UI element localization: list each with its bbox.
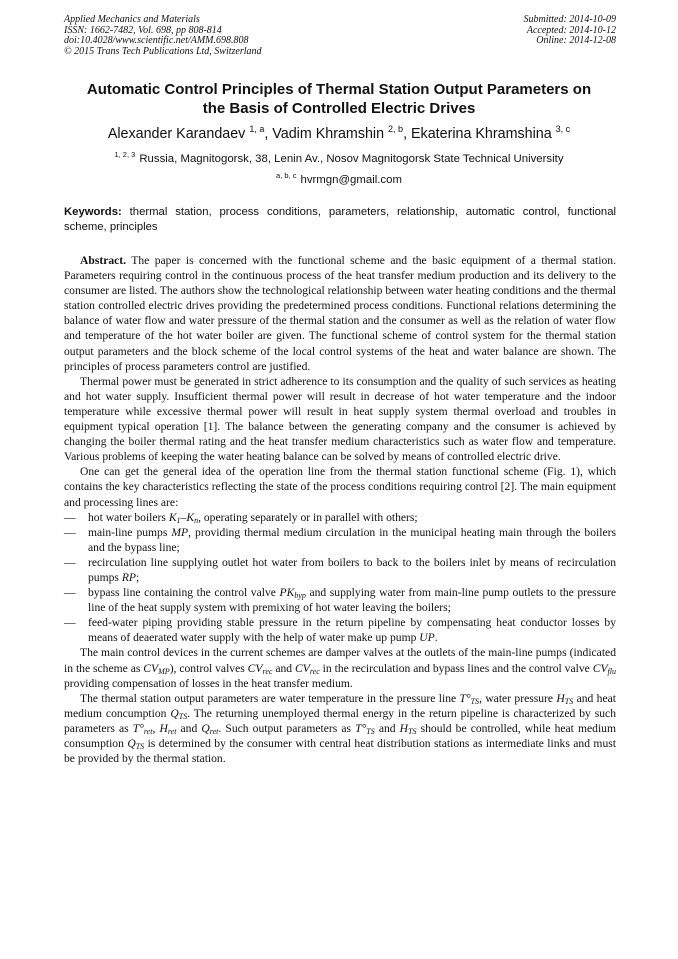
- list-item: — main-line pumps MP, providing thermal medium circulation in the municipal heating main through the boilers and the bypass line;: [64, 525, 616, 555]
- output-parameters-paragraph: The thermal station output parameters are water temperature in the pressure line $T^\circ_{TS}$, water pressure $H_{TS}$ and heat medium concumption $Q_{TS}$. The returning unemployed thermal energy in the return pipeline is characterized by such parameters as $T^\circ_{ret}$, $H_{ret}$ and $Q_{ret}$. Such output parameters as $T^\circ_{TS}$ and $H_{TS}$ should be controlled, while heat medium consumption $Q_{TS}$ is determined by the consumer with central heat distribution stations as intermediate links and must be provided by the thermal station.: [64, 691, 617, 766]
- keywords-label: Keywords:: [64, 206, 122, 218]
- scheme-paragraph: One can get the general idea of the operation line from the thermal station functional scheme (Fig. 1), which contains the key characteristics reflecting the state of the process conditions requiring control [2]. The main equipment and processing lines are:: [64, 465, 616, 509]
- title-line-1: Automatic Control Principles of Thermal Station Output Parameters on: [86, 81, 592, 98]
- keywords-text: thermal station, process conditions, parameters, relationship, automatic control, functional scheme, principles: [64, 206, 616, 233]
- affiliation: $^{1, 2, 3}$ Russia, Magnitogorsk, 38, Lenin Av., Nosov Magnitogorsk State Technical University: [114, 150, 564, 165]
- abstract-label: Abstract.: [80, 254, 127, 267]
- equipment-list: [64, 510, 616, 646]
- author-sup: 1, a: [249, 124, 265, 134]
- paper-body: [64, 253, 616, 766]
- list-item: — recirculation line supplying outlet hot water from boilers to back to the boilers inlet by means of recirculation pumps RP;: [64, 555, 616, 585]
- author-name: Ekaterina Khramshina: [411, 126, 552, 142]
- journal-name: Applied Mechanics and Materials: [64, 14, 200, 25]
- author-sup: 3, c: [555, 124, 571, 134]
- author-sup: 2, b: [388, 124, 404, 134]
- list-item: — hot water boilers $K_1-K_n$, operating separately or in parallel with others;: [64, 510, 616, 525]
- author-list: Alexander Karandaev $^{1, a}$, Vadim Khramshin $^{2, b}$, Ekaterina Khramshina $^{3, c}$: [107, 124, 571, 142]
- control-devices-paragraph: The main control devices in the current schemes are damper valves at the outlets of the main-line pumps (indicated in the scheme as $CV_{MP}$), control valves $CV_{rec}$ and $CV_{rec}$ in the recirculation and bypass lines and the control valve $CV_{flu}$ providing compensation of losses in the heat transfer medium.: [64, 646, 616, 690]
- doi-line: doi:10.4028/www.scientific.net/AMM.698.808: [64, 35, 249, 47]
- author-email: $^{a, b, c}$ hvrmgn@gmail.com: [276, 171, 402, 186]
- submission-dates: [524, 15, 617, 47]
- author-name: Alexander Karandaev: [107, 126, 246, 142]
- abstract-paragraph: Abstract. The paper is concerned with the functional scheme and the basic equipment of a thermal station. Parameters requiring control in the continuous process of the heat transfer medium production and its delivery to the consumer are listed. The authors show the technological relationship between water heating conditions and the thermal station controlled electric drives providing the predetermined process conditions. Functional relations determining the balance of water flow and water pressure of the thermal station and the consumer as well as the relation of water flow and temperature of the hot water boiler are given. The functional scheme of control system for the thermal station output parameters and the block scheme of the local control systems of the heat and water balance are shown. The principles of process parameters control are justified.: [64, 254, 616, 373]
- journal-info: [64, 15, 262, 57]
- paper-title: [50, 80, 628, 118]
- issn-line: ISSN: 1662-7482, Vol. 698, pp 808-814: [64, 24, 222, 36]
- keywords: [64, 205, 616, 235]
- list-item: — feed-water piping providing stable pressure in the return pipeline by compensating heat conductor losses by means of deaerated water supply with the help of water make up pump UP.: [64, 615, 616, 645]
- list-item: — bypass line containing the control valve $PK_{byp}$ and supplying water from main-line pump outlets to the pressure line of the heat supply system with premixing of hot water leaving the boilers;: [64, 585, 616, 615]
- intro-paragraph: Thermal power must be generated in strict adherence to its consumption and the quality of such services as heating and hot water supply. Insufficient thermal power will result in decrease of hot water temperature and the indoor temperature while excessive thermal power will result in heat supply system thermal overload and troubles in equipment typical operation [1]. The balance between the generating company and the consumer is achieved by changing the boiler thermal rating and the heat transfer medium characteristics such as water flow and temperature. Various problems of keeping the water heating balance can be solved by means of controlled electric drive.: [64, 374, 616, 464]
- accepted-date: Accepted: 2014-10-12: [526, 24, 616, 36]
- title-line-2: the Basis of Controlled Electric Drives: [202, 100, 476, 117]
- author-name: Vadim Khramshin: [272, 126, 385, 142]
- online-date: Online: 2014-12-08: [536, 35, 616, 47]
- copyright-line: © 2015 Trans Tech Publications Ltd, Switzerland: [64, 45, 262, 57]
- submitted-date: Submitted: 2014-10-09: [523, 14, 616, 25]
